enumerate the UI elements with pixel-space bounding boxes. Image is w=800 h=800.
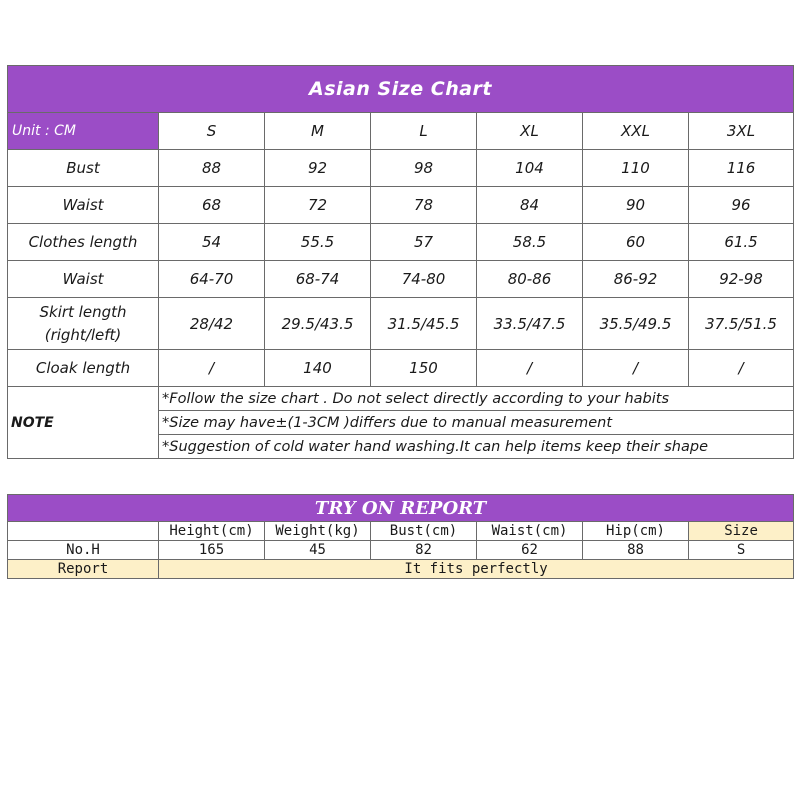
table-row [8,298,794,350]
column-header: Height(cm) [159,522,265,541]
size-header-cell: XXL [583,113,689,150]
table-row [8,350,794,387]
row-label: Cloak length [8,350,159,387]
table-cell: 64-70 [159,261,265,298]
table-cell: 104 [477,150,583,187]
table-cell: 62 [477,541,583,560]
table-cell: 78 [371,187,477,224]
table-cell: / [159,350,265,387]
try-on-report-title: TRY ON REPORT [8,495,794,522]
table-cell: 92-98 [689,261,794,298]
note-label: NOTE [8,387,159,459]
table-cell: 80-86 [477,261,583,298]
table-row [8,261,794,298]
table-cell: 31.5/45.5 [371,298,477,350]
row-label: Skirt length (right/left) [8,298,159,350]
size-chart-title: Asian Size Chart [8,66,794,113]
table-cell: 84 [477,187,583,224]
size-header-cell: S [159,113,265,150]
table-cell: 33.5/47.5 [477,298,583,350]
unit-label: Unit : CM [8,113,159,150]
table-cell: 86-92 [583,261,689,298]
table-cell: 98 [371,150,477,187]
note-text: *Follow the size chart . Do not select directly according to your habits [159,387,794,411]
table-cell: 165 [159,541,265,560]
size-header-cell: XL [477,113,583,150]
table-cell: 68 [159,187,265,224]
table-cell: 96 [689,187,794,224]
table-cell: 45 [265,541,371,560]
table-cell: 28/42 [159,298,265,350]
size-header-row [8,113,794,150]
table-cell: 150 [371,350,477,387]
asian-size-chart-table [7,65,794,459]
table-cell: 60 [583,224,689,261]
table-cell: 68-74 [265,261,371,298]
table-cell: 92 [265,150,371,187]
row-label: Bust [8,150,159,187]
table-cell: 54 [159,224,265,261]
note-row [8,387,794,411]
table-cell: 88 [583,541,689,560]
report-header-row [8,522,794,541]
try-on-report-table [7,494,794,579]
table-cell: / [477,350,583,387]
table-cell: 74-80 [371,261,477,298]
table-cell: 61.5 [689,224,794,261]
table-cell: 88 [159,150,265,187]
table-row [8,150,794,187]
column-header: Bust(cm) [371,522,477,541]
size-header-cell: M [265,113,371,150]
table-cell: 58.5 [477,224,583,261]
table-cell: 57 [371,224,477,261]
row-label: Waist [8,261,159,298]
table-cell: 35.5/49.5 [583,298,689,350]
table-cell: 140 [265,350,371,387]
table-cell: / [689,350,794,387]
row-label: No.H [8,541,159,560]
table-row [8,541,794,560]
report-text: It fits perfectly [159,560,794,579]
note-text: *Size may have±(1-3CM )differs due to manual measurement [159,411,794,435]
table-cell: 116 [689,150,794,187]
size-header-cell: 3XL [689,113,794,150]
table-row [8,560,794,579]
table-cell: 29.5/43.5 [265,298,371,350]
table-cell: 55.5 [265,224,371,261]
column-header: Size [689,522,794,541]
table-cell: S [689,541,794,560]
column-header: Weight(kg) [265,522,371,541]
table-row [8,187,794,224]
table-cell: / [583,350,689,387]
table-cell: 37.5/51.5 [689,298,794,350]
table-cell: 90 [583,187,689,224]
row-label: Clothes length [8,224,159,261]
empty-corner-cell [8,522,159,541]
size-header-cell: L [371,113,477,150]
table-cell: 72 [265,187,371,224]
column-header: Waist(cm) [477,522,583,541]
column-header: Hip(cm) [583,522,689,541]
row-label: Waist [8,187,159,224]
table-cell: 110 [583,150,689,187]
table-cell: 82 [371,541,477,560]
report-label: Report [8,560,159,579]
table-row [8,224,794,261]
note-text: *Suggestion of cold water hand washing.It can help items keep their shape [159,435,794,459]
